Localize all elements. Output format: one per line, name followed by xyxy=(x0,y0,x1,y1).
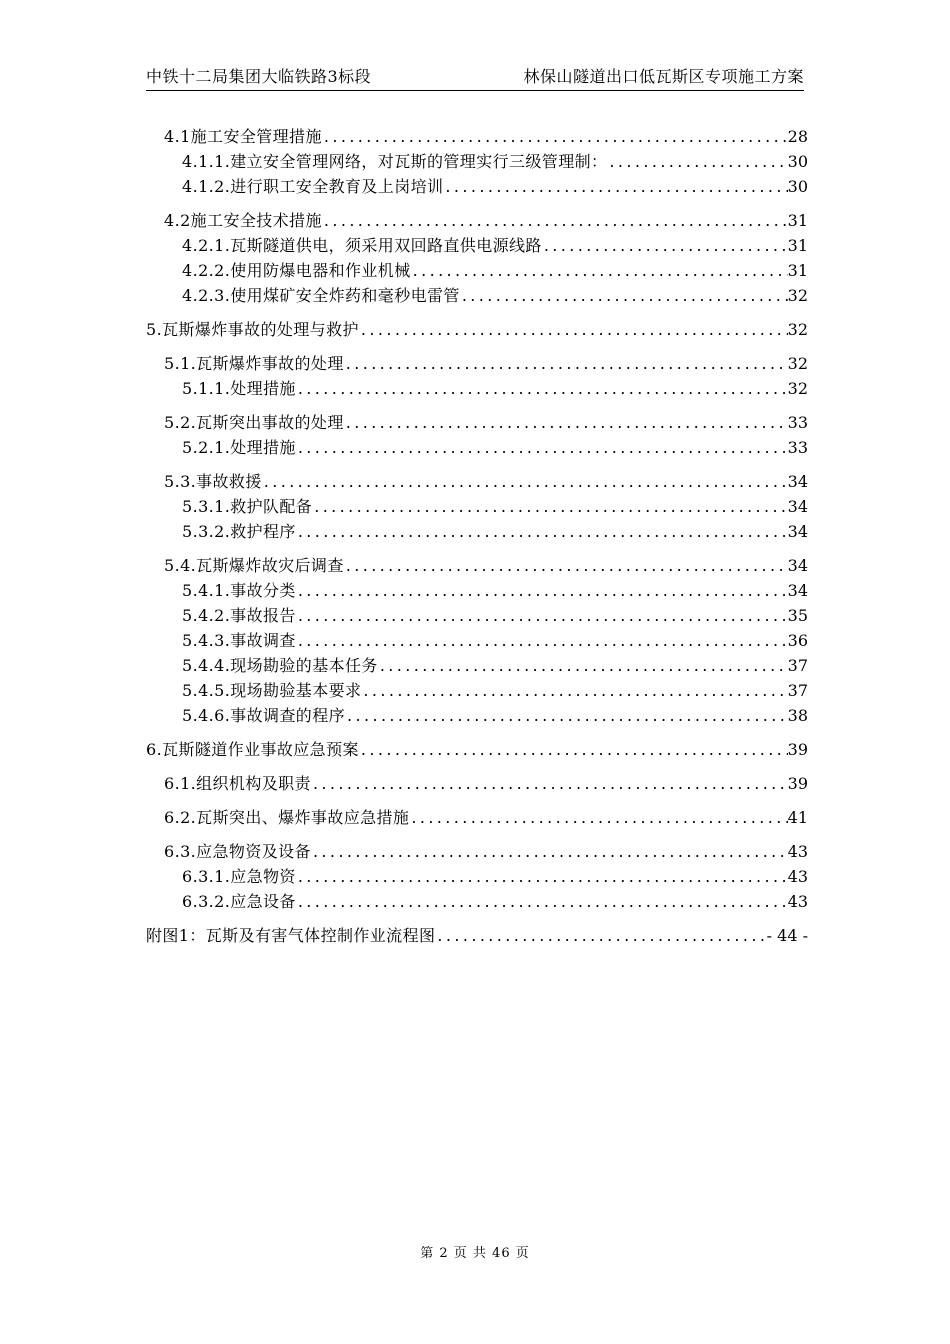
toc-leader-dots xyxy=(312,494,787,519)
toc-entry-page: 34 xyxy=(787,522,808,541)
toc-entry-title: 5.瓦斯爆炸事故的处理与救护 xyxy=(146,320,359,339)
toc-entry-page: 34 xyxy=(787,556,808,575)
toc-entry-page: 39 xyxy=(787,774,808,793)
toc-entry-page: 30 xyxy=(787,152,808,171)
toc-entry[interactable] xyxy=(146,376,808,401)
toc-entry-page: 32 xyxy=(787,354,808,373)
toc-entry-title: 5.1.1.处理措施 xyxy=(182,379,296,398)
toc-entry-page: 34 xyxy=(787,472,808,491)
toc-entry-page: 32 xyxy=(787,286,808,305)
toc-entry-page: 37 xyxy=(787,681,808,700)
toc-entry[interactable] xyxy=(146,737,808,762)
toc-entry[interactable] xyxy=(146,703,808,728)
toc-entry[interactable] xyxy=(146,628,808,653)
toc-leader-dots xyxy=(296,519,788,544)
toc-entry-page: 43 xyxy=(787,842,808,861)
toc-entry[interactable] xyxy=(146,233,808,258)
toc-entry-title: 4.2.1.瓦斯隧道供电，须采用双回路直供电源线路 xyxy=(182,236,542,255)
toc-entry-page: 32 xyxy=(787,379,808,398)
toc-leader-dots xyxy=(378,653,788,678)
toc-entry-title: 6.3.2.应急设备 xyxy=(182,892,296,911)
toc-entry[interactable] xyxy=(146,124,808,149)
toc-entry-page: 36 xyxy=(787,631,808,650)
toc-entry-title: 5.1.瓦斯爆炸事故的处理 xyxy=(164,354,344,373)
toc-leader-dots xyxy=(344,410,788,435)
toc-entry-title: 6.3.应急物资及设备 xyxy=(164,842,311,861)
toc-leader-dots xyxy=(262,469,788,494)
toc-leader-dots xyxy=(311,839,788,864)
toc-entry-title: 6.1.组织机构及职责 xyxy=(164,774,311,793)
toc-entry-title: 5.4.6.事故调查的程序 xyxy=(182,706,345,725)
toc-leader-dots xyxy=(359,737,788,762)
toc-leader-dots xyxy=(296,578,788,603)
toc-entry[interactable] xyxy=(146,351,808,376)
toc-leader-dots xyxy=(296,435,788,460)
header-right-text: 林保山隧道出口低瓦斯区专项施工方案 xyxy=(523,67,804,86)
toc-leader-dots xyxy=(296,628,788,653)
toc-entry[interactable] xyxy=(146,889,808,914)
toc-leader-dots xyxy=(435,923,766,948)
toc-leader-dots xyxy=(296,603,788,628)
toc-entry[interactable] xyxy=(146,603,808,628)
page-header xyxy=(146,64,804,91)
toc-leader-dots xyxy=(607,149,787,174)
toc-entry[interactable] xyxy=(146,317,808,342)
toc-entry-title: 5.3.事故救援 xyxy=(164,472,262,491)
toc-leader-dots xyxy=(409,805,787,830)
toc-entry[interactable] xyxy=(146,283,808,308)
toc-entry-title: 5.3.2.救护程序 xyxy=(182,522,296,541)
toc-entry[interactable] xyxy=(146,578,808,603)
toc-leader-dots xyxy=(296,864,788,889)
toc-entry-title: 4.1.1.建立安全管理网络，对瓦斯的管理实行三级管理制： xyxy=(182,152,608,171)
toc-leader-dots xyxy=(345,703,788,728)
toc-entry-title: 6.3.1.应急物资 xyxy=(182,867,296,886)
toc-entry[interactable] xyxy=(146,208,808,233)
toc-entry-title: 5.4.3.事故调查 xyxy=(182,631,296,650)
toc-entry-title: 5.2.1.处理措施 xyxy=(182,438,296,457)
toc-entry-title: 5.2.瓦斯突出事故的处理 xyxy=(164,413,344,432)
toc-entry[interactable] xyxy=(146,149,808,174)
toc-entry-page: 43 xyxy=(787,867,808,886)
toc-entry-page: 38 xyxy=(787,706,808,725)
toc-leader-dots xyxy=(460,283,788,308)
toc-entry[interactable] xyxy=(146,653,808,678)
toc-entry-page: 30 xyxy=(787,177,808,196)
toc-entry-title: 6.瓦斯隧道作业事故应急预案 xyxy=(146,740,359,759)
toc-entry-page: 35 xyxy=(787,606,808,625)
toc-entry[interactable] xyxy=(146,805,808,830)
page-footer: 第 2 页 共 46 页 xyxy=(420,1246,530,1261)
toc-leader-dots xyxy=(344,351,788,376)
toc-entry-page: 28 xyxy=(787,127,808,146)
toc-entry[interactable] xyxy=(146,923,808,948)
toc-entry-page: 39 xyxy=(787,740,808,759)
toc-entry-page: 33 xyxy=(787,413,808,432)
toc-leader-dots xyxy=(311,771,788,796)
toc-entry-page: 31 xyxy=(787,211,808,230)
toc-entry-title: 附图1：瓦斯及有害气体控制作业流程图 xyxy=(146,926,436,945)
toc-leader-dots xyxy=(296,889,788,914)
toc-entry-page: 31 xyxy=(787,261,808,280)
toc-entry-page: 34 xyxy=(787,497,808,516)
toc-entry-page: 32 xyxy=(787,320,808,339)
toc-entry[interactable] xyxy=(146,174,808,199)
toc-entry-title: 5.4.2.事故报告 xyxy=(182,606,296,625)
toc-leader-dots xyxy=(443,174,787,199)
toc-entry-title: 4.1施工安全管理措施 xyxy=(164,127,322,146)
toc-entry-page: 33 xyxy=(787,438,808,457)
toc-entry[interactable] xyxy=(146,435,808,460)
toc-entry-page: 34 xyxy=(787,581,808,600)
header-left-text: 中铁十二局集团大临铁路3标段 xyxy=(146,67,372,86)
table-of-contents xyxy=(146,124,808,948)
toc-entry[interactable] xyxy=(146,410,808,435)
toc-leader-dots xyxy=(359,317,788,342)
toc-entry-title: 4.2施工安全技术措施 xyxy=(164,211,322,230)
toc-entry-title: 5.4.瓦斯爆炸故灾后调查 xyxy=(164,556,344,575)
toc-leader-dots xyxy=(322,124,788,149)
toc-entry-title: 5.4.4.现场勘验的基本任务 xyxy=(182,656,378,675)
toc-entry-page: 43 xyxy=(787,892,808,911)
toc-entry-title: 4.2.2.使用防爆电器和作业机械 xyxy=(182,261,411,280)
toc-entry[interactable] xyxy=(146,771,808,796)
toc-entry-title: 5.3.1.救护队配备 xyxy=(182,497,313,516)
toc-entry[interactable] xyxy=(146,678,808,703)
toc-leader-dots xyxy=(296,376,788,401)
toc-leader-dots xyxy=(344,553,788,578)
toc-entry-page: - 44 - xyxy=(766,926,808,945)
toc-leader-dots xyxy=(542,233,788,258)
toc-entry[interactable] xyxy=(146,839,808,864)
toc-leader-dots xyxy=(361,678,787,703)
toc-entry[interactable] xyxy=(146,519,808,544)
toc-entry-page: 37 xyxy=(787,656,808,675)
toc-entry-page: 41 xyxy=(787,808,808,827)
toc-entry-title: 4.1.2.进行职工安全教育及上岗培训 xyxy=(182,177,444,196)
toc-entry-page: 31 xyxy=(787,236,808,255)
toc-leader-dots xyxy=(411,258,788,283)
toc-entry[interactable] xyxy=(146,469,808,494)
toc-entry-title: 6.2.瓦斯突出、爆炸事故应急措施 xyxy=(164,808,410,827)
toc-leader-dots xyxy=(322,208,788,233)
toc-entry-title: 5.4.5.现场勘验基本要求 xyxy=(182,681,362,700)
toc-entry-title: 4.2.3.使用煤矿安全炸药和毫秒电雷管 xyxy=(182,286,460,305)
toc-entry[interactable] xyxy=(146,553,808,578)
toc-entry[interactable] xyxy=(146,494,808,519)
toc-entry[interactable] xyxy=(146,258,808,283)
toc-entry[interactable] xyxy=(146,864,808,889)
toc-entry-title: 5.4.1.事故分类 xyxy=(182,581,296,600)
